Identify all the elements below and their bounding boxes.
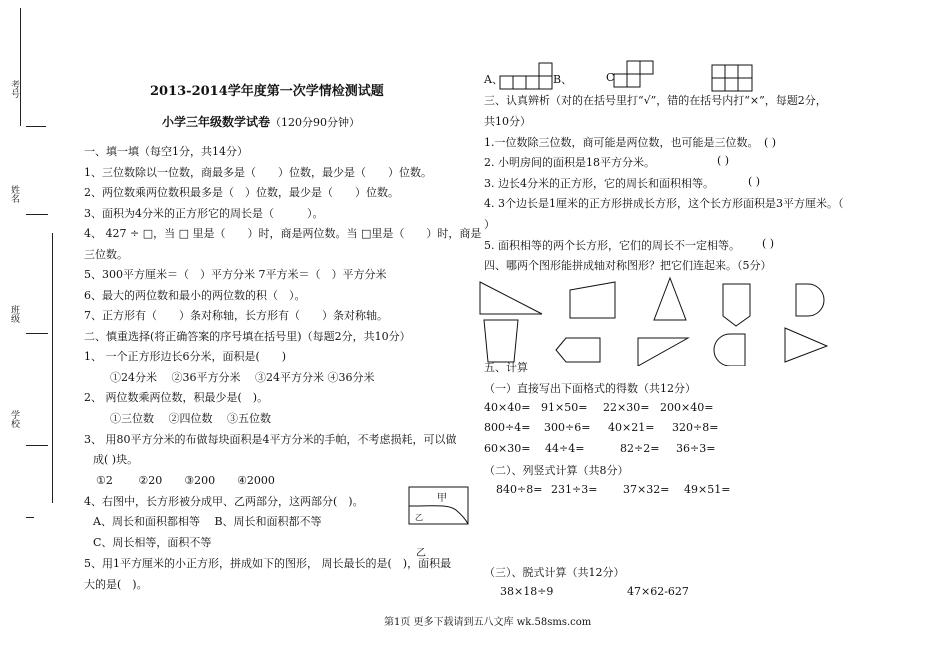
s2-q4-option-ab: A、周长和面积都相等 B、周长和面积都不等 bbox=[93, 515, 322, 528]
q4-label-yi-small: 乙 bbox=[415, 513, 423, 522]
q4-label-yi: 乙 bbox=[416, 548, 426, 559]
subtitle-note: （120分90分钟） bbox=[270, 116, 361, 129]
s1-q1: 1、三位数除以一位数，商最多是（ ）位数，最少是（ ）位数。 bbox=[84, 166, 432, 179]
calc-row4-c1: 840÷8= bbox=[496, 483, 543, 496]
calc-row4-c4: 49×51= bbox=[684, 483, 731, 496]
s3-q5: 5. 面积相等的两个长方形，它们的周长不一定相等。 bbox=[484, 239, 740, 252]
s1-q4-line1: 4、 427 ÷ □，当 □ 里是（ ）时，商是两位数。当 □里是（ ）时，商是 bbox=[84, 227, 482, 240]
q5-figure-a bbox=[498, 62, 556, 90]
binding-line-upper bbox=[20, 8, 21, 126]
label-xuexiao: 学校 bbox=[9, 410, 19, 428]
s2-q1-options: ①24分米 ②36平方分米 ③24平方分米 ④36分米 bbox=[110, 371, 375, 384]
s2-q4: 4、右图中，长方形被分成甲、乙两部分，这两部分( )。 bbox=[84, 495, 364, 508]
shape-trapezoid bbox=[570, 282, 615, 318]
q5-label-c: C bbox=[606, 71, 615, 84]
binding-dash-4 bbox=[26, 445, 48, 446]
binding-dash-3 bbox=[26, 333, 48, 334]
q5-label-a: A、 bbox=[484, 73, 503, 86]
binding-dash-2 bbox=[26, 214, 48, 215]
shape-right-triangle bbox=[480, 282, 542, 314]
calc-row4-c2: 231÷3= bbox=[551, 483, 598, 496]
calc-row2-c2: 300÷6= bbox=[544, 421, 591, 434]
symmetry-shapes bbox=[478, 276, 828, 366]
s2-q3-options: ①2 ②20 ③200 ④2000 bbox=[96, 474, 275, 487]
calc-row3-c2: 44÷4= bbox=[545, 442, 585, 455]
calc-row3-c3: 82÷2= bbox=[620, 442, 660, 455]
q5-figure-grid bbox=[711, 64, 755, 94]
s2-q1: 1、 一个正方形边长6分米，面积是( ) bbox=[84, 350, 287, 363]
page-footer: 第1页 更多下载请到五八文库 wk.58sms.com bbox=[384, 617, 592, 628]
s3-q1: 1.一位数除三位数，商可能是两位数，也可能是三位数。 ( ) bbox=[484, 136, 777, 149]
page-title: 2013-2014学年度第一次学情检测试题 bbox=[150, 84, 384, 99]
s2-q2-options: ①三位数 ②四位数 ③五位数 bbox=[110, 412, 271, 425]
page-subtitle bbox=[162, 113, 360, 130]
calc-row5-c1: 38×18÷9 bbox=[500, 585, 554, 598]
s2-q4-option-c: C、周长相等，面积不等 bbox=[93, 536, 212, 549]
shape-hexagon-arrow bbox=[556, 338, 600, 362]
calc-row4-c3: 37×32= bbox=[623, 483, 670, 496]
binding-line-lower bbox=[52, 233, 53, 503]
s3-q5-bracket: ( ) bbox=[762, 237, 775, 250]
shape-right-pointing-triangle bbox=[785, 328, 827, 362]
s1-q4-line2: 三位数。 bbox=[84, 248, 128, 261]
calc-row1-c3: 22×30= bbox=[603, 401, 650, 414]
shape-d-right bbox=[796, 284, 824, 316]
s3-q2-bracket: ( ) bbox=[717, 154, 730, 167]
shape-pentagon-arrow bbox=[723, 284, 750, 326]
label-xingming: 姓名 bbox=[9, 185, 19, 203]
q4-label-jia: 甲 bbox=[437, 493, 447, 504]
s1-q3: 3、面积为4分米的正方形它的周长是（ ）。 bbox=[84, 207, 324, 220]
calc-row2-c4: 320÷8= bbox=[672, 421, 719, 434]
s3-q3: 3. 边长4分米的正方形，它的周长和面积相等。 bbox=[484, 177, 714, 190]
s2-q5-line1: 5、用1平方厘米的小正方形，拼成如下的图形， 周长最长的是( )，面积最 bbox=[84, 557, 452, 570]
shape-isosceles-triangle bbox=[654, 278, 686, 320]
calc-row3-c1: 60×30= bbox=[484, 442, 531, 455]
q5-label-b: B、 bbox=[553, 73, 573, 86]
q5-figure-c bbox=[612, 60, 656, 90]
shape-tall-trapezoid bbox=[484, 320, 518, 362]
s5-sub1: （一）直接写出下面格式的得数（共12分） bbox=[484, 382, 696, 395]
s1-heading: 一、填一填（每空1分，共14分） bbox=[84, 145, 248, 158]
binding-dash-1 bbox=[26, 126, 46, 127]
s2-q2: 2、 两位数乘两位数，积最少是( )。 bbox=[84, 391, 269, 404]
s1-q6: 6、最大的两位数和最小的两位数的积（ ）。 bbox=[84, 289, 306, 302]
s1-q7: 7、正方形有（ ）条对称轴，长方形有（ ）条对称轴。 bbox=[84, 309, 388, 322]
shape-d-left bbox=[714, 334, 745, 366]
calc-row3-c4: 36÷3= bbox=[676, 442, 716, 455]
s3-q2: 2. 小明房间的面积是18平方分米。 bbox=[484, 156, 655, 169]
s2-q5-line2: 大的是( )。 bbox=[84, 578, 148, 591]
shape-obtuse-triangle bbox=[638, 338, 688, 366]
calc-row2-c1: 800÷4= bbox=[484, 421, 531, 434]
calc-row5-c2: 47×62-627 bbox=[627, 585, 689, 598]
s3-heading: 三、认真辨析（对的在括号里打“√”，错的在括号内打“×”，每题2分， bbox=[484, 94, 827, 107]
s4-heading: 四、哪两个图形能拼成轴对称图形？把它们连起来。（5分） bbox=[484, 259, 772, 272]
calc-row1-c1: 40×40= bbox=[484, 401, 531, 414]
s3-q4-line2: ） bbox=[484, 218, 495, 231]
s5-heading: 五、计算 bbox=[484, 361, 528, 374]
s3-q3-bracket: ( ) bbox=[748, 175, 761, 188]
s2-q3-line1: 3、 用80平方分米的布做每块面积是4平方分米的手帕，不考虑损耗，可以做 bbox=[84, 433, 457, 446]
calc-row2-c3: 40×21= bbox=[608, 421, 655, 434]
s2-q3-line2: 成( )块。 bbox=[93, 453, 139, 466]
s1-q5: 5、300平方厘米＝（ ）平方分米 7平方米＝（ ）平方分米 bbox=[84, 268, 387, 281]
s5-sub3: （三）、脱式计算（共12分） bbox=[484, 566, 625, 579]
s1-q2: 2、两位数乘两位数积最多是（ ）位数，最少是（ ）位数。 bbox=[84, 186, 399, 199]
binding-dash-5 bbox=[26, 517, 34, 518]
s2-heading: 二、慎重选择(将正确答案的序号填在括号里)（每题2分，共10分） bbox=[84, 330, 411, 343]
calc-row1-c2: 91×50= bbox=[541, 401, 588, 414]
s3-q4-line1: 4. 3个边长是1厘米的正方形拼成长方形，这个长方形面积是3平方厘米。（ bbox=[484, 197, 844, 210]
subtitle-main: 小学三年级数学试卷 bbox=[162, 115, 271, 129]
label-kaohao: 考号 bbox=[9, 80, 19, 98]
s3-heading-cont: 共10分） bbox=[484, 115, 531, 128]
calc-row1-c4: 200×40= bbox=[660, 401, 714, 414]
label-banji: 班级 bbox=[9, 305, 19, 323]
s5-sub2: （二）、列竖式计算（共8分） bbox=[484, 464, 629, 477]
